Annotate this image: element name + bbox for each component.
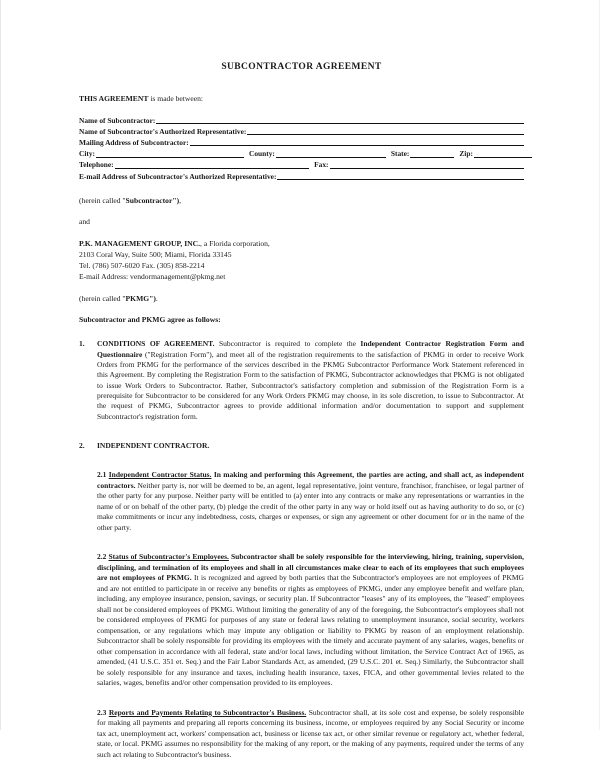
herein-called-pkmg — [79, 294, 524, 303]
subclause-2-2-bold: Subcontractor shall be solely responsible for the interviewing, hiring, training, supervision, disciplining, and termination of its employees and shall in all circumstances make clear to each of its employees that such employees are not employees of PKMG. — [97, 552, 525, 583]
subclause-2-1-bold: In making and performing this Agreement, the parties are acting, and shall act, as independent contractors. — [97, 470, 525, 490]
subclause-2-1-title: Independent Contractor Status. — [108, 470, 212, 480]
subclause-2-1 — [97, 470, 524, 533]
herein-sub-pre: (herein called " — [79, 195, 126, 205]
intro-rest: is made between: — [148, 94, 204, 103]
subclause-2-3-text: Subcontractor shall, at its sole cost and expense, be solely responsible for making all payments and preparing all reports concerning its business, income, or employees required by any Social Security or income tax act, unemployment act, workers' compensation act, business or license tax act, or other similar revenue or regulatory act, whether federal, state, or local. PKMG assumes no responsibility for the making of any report, or the making of any payments, required under the terms of any such act relating to Subcontractor's business. — [97, 707, 524, 759]
subclause-2-1-text: Neither party is, nor will be deemed to be, an agent, legal representative, joint venture, franchisor, franchisee, or legal partner of the other party for any purpose. Neither party will be entitled to (a) enter into any contracts or make any representations or warranties in the name of or on behalf of the other party, (b) pledge the credit of the other party in any way or hold itself out as having authority to do so, or (c) make commitments or incur any indebtedness, costs, charges or expenses, or sign any agreement or other document for or in the name of the other party. — [97, 480, 524, 532]
clause-2-heading: INDEPENDENT CONTRACTOR. — [97, 441, 210, 450]
subclause-2-2-number: 2.2 — [97, 552, 107, 562]
agree-bold-subcontractor: Subcontractor — [79, 315, 126, 325]
field-input-email-address[interactable] — [277, 172, 524, 180]
spacer — [79, 433, 524, 441]
agree-rest: and — [125, 315, 142, 325]
field-row-city-county-state-zip — [79, 150, 524, 158]
clause-1-text-1: Subcontractor is required to complete the — [214, 339, 361, 349]
herein-sub-bold: Subcontractor") — [125, 195, 180, 205]
subclause-2-1-number: 2.1 — [97, 470, 107, 480]
field-input-state[interactable] — [410, 150, 454, 158]
subclause-2-2-title: Status of Subcontractor's Employees. — [108, 552, 229, 562]
field-input-telephone[interactable] — [115, 161, 310, 169]
and-connector: and — [79, 216, 90, 226]
herein-sub-post: , — [179, 195, 182, 205]
field-row-name-of-subcontractor — [79, 116, 524, 124]
agree-end: agree as follows: — [165, 315, 221, 325]
herein-pkmg-post: . — [155, 294, 158, 304]
field-row-authorized-representative — [79, 127, 524, 135]
field-label-authorized-representative: Name of Subcontractor's Authorized Representative: — [79, 126, 247, 136]
field-input-fax[interactable] — [330, 161, 525, 169]
company-name-line — [79, 238, 524, 249]
clause-2-body — [97, 441, 524, 451]
agreement-preamble — [79, 315, 524, 324]
field-label-county: County: — [249, 149, 275, 159]
company-name-suffix: , a Florida corporation, — [200, 238, 270, 248]
subclause-2-3-title: Reports and Payments Relating to Subcontractor's Business. — [108, 707, 307, 717]
intro-line — [79, 94, 524, 103]
spacer — [79, 544, 524, 552]
document-content — [79, 62, 524, 771]
field-input-county[interactable] — [276, 150, 386, 158]
herein-pkmg-pre: (herein called " — [79, 294, 126, 304]
party-form-fields — [79, 116, 524, 180]
field-label-name-of-subcontractor: Name of Subcontractor: — [79, 115, 156, 125]
field-row-email-address — [79, 172, 524, 180]
field-label-mailing-address: Mailing Address of Subcontractor: — [79, 137, 189, 147]
subclause-2-2-text: It is recognized and agreed by both parties that the Subcontractor's employees are not employees of PKMG and are not entitled to participate in or receive any benefits or rights as employees of PKMG, under any employee benefit and welfare plan, including, any employee insurance, pension, savings, or security plan. If Subcontractor "leases" any of its employees, the "leased" employees shall not be considered employees of PKMG. Without limiting the generality of any of the foregoing, the Subcontractor's employees shall not be considered employees of PKMG for purposes of any state or federal laws relating to unemployment insurance, social security, workers compensation, or any regulations which may impute any obligation or liability to PKMG by reason of an employment relationship. Subcontractor shall be solely responsible for providing its employees with the timely and accurate payment of any salaries, wages, benefits or other compensation in accordance with all federal, state and/or local laws, including without limitation, the Service Contract Act of 1965, as amended, (41 U.S.C. 351 et. Seq.) and the Fair Labor Standards Act, as amended, (29 U.S.C. 201 et. Seq.) Similarly, the Subcontractor shall be solely responsible for any insurance and taxes, including health insurance, taxes, FICA, and other governmental levies related to the salaries, wages, benefits and/or other compensation provided to its employees. — [97, 573, 524, 688]
herein-pkmg-bold: PKMG") — [125, 294, 156, 304]
field-label-zip: Zip: — [459, 149, 473, 159]
field-input-mailing-address[interactable] — [190, 138, 524, 146]
subclause-2-2 — [97, 552, 524, 689]
clause-1-body — [97, 339, 524, 422]
company-address-block — [79, 238, 524, 282]
clause-1 — [79, 339, 524, 422]
field-row-mailing-address — [79, 138, 524, 146]
page-title: SUBCONTRACTOR AGREEMENT — [221, 62, 382, 72]
field-label-fax: Fax: — [314, 160, 329, 170]
field-input-authorized-representative[interactable] — [247, 127, 524, 135]
spacer — [79, 700, 524, 708]
clause-1-heading: CONDITIONS OF AGREEMENT. — [97, 339, 215, 349]
clause-1-bold-run: Independent Contractor Registration Form and Questionnaire — [97, 339, 524, 359]
field-label-state: State: — [390, 149, 410, 159]
intro-bold: THIS AGREEMENT — [79, 94, 149, 103]
field-label-city: City: — [79, 149, 96, 159]
subclause-2-3-number: 2.3 — [97, 707, 107, 717]
company-street-address: 2103 Coral Way, Suite 500; Miami, Florida 33145 — [79, 250, 232, 260]
clause-1-text-2: ("Registration Form"), and meet all of the registration requirements to the satisfaction of PKMG in order to receive Work Orders from PKMG for the performance of the services described in the PKMG Subcontractor Performance Work Statement referenced in this Agreement. By completing the Registration Form to the satisfaction of PKMG, Subcontractor acknowledges that PKMG is not obligated to issue Work Orders to Subcontractor. Rather, Subcontractor's satisfactory completion and submission of the Registration Form is a prerequisite for Subcontractor to be considered for any Work Orders PKMG may choose, in its sole discretion, to issue to Subcontractor. At the request of PKMG, Subcontractor agrees to provide additional information and/or documentation to support and supplement Subcontractor's registration form. — [97, 349, 524, 421]
field-input-name-of-subcontractor[interactable] — [156, 116, 524, 124]
company-email: E-mail Address: vendormanagement@pkmg.net — [79, 272, 226, 282]
field-label-email-address: E-mail Address of Subcontractor's Authorized Representative: — [79, 171, 277, 181]
spacer — [79, 462, 524, 470]
field-row-telephone-fax — [79, 161, 524, 169]
clause-2 — [79, 441, 524, 451]
agree-bold-pkmg: PKMG — [141, 315, 166, 325]
field-input-city[interactable] — [96, 150, 244, 158]
field-label-telephone: Telephone: — [79, 160, 114, 170]
field-input-zip[interactable] — [474, 150, 532, 158]
clause-1-number: 1. — [79, 339, 85, 349]
clause-2-number: 2. — [79, 441, 85, 450]
company-name: P.K. MANAGEMENT GROUP, INC. — [79, 238, 201, 248]
company-phone-fax: Tel. (786) 507-6020 Fax. (305) 858-2214 — [79, 261, 205, 271]
subclause-2-3 — [97, 708, 524, 761]
herein-called-subcontractor — [79, 196, 524, 205]
